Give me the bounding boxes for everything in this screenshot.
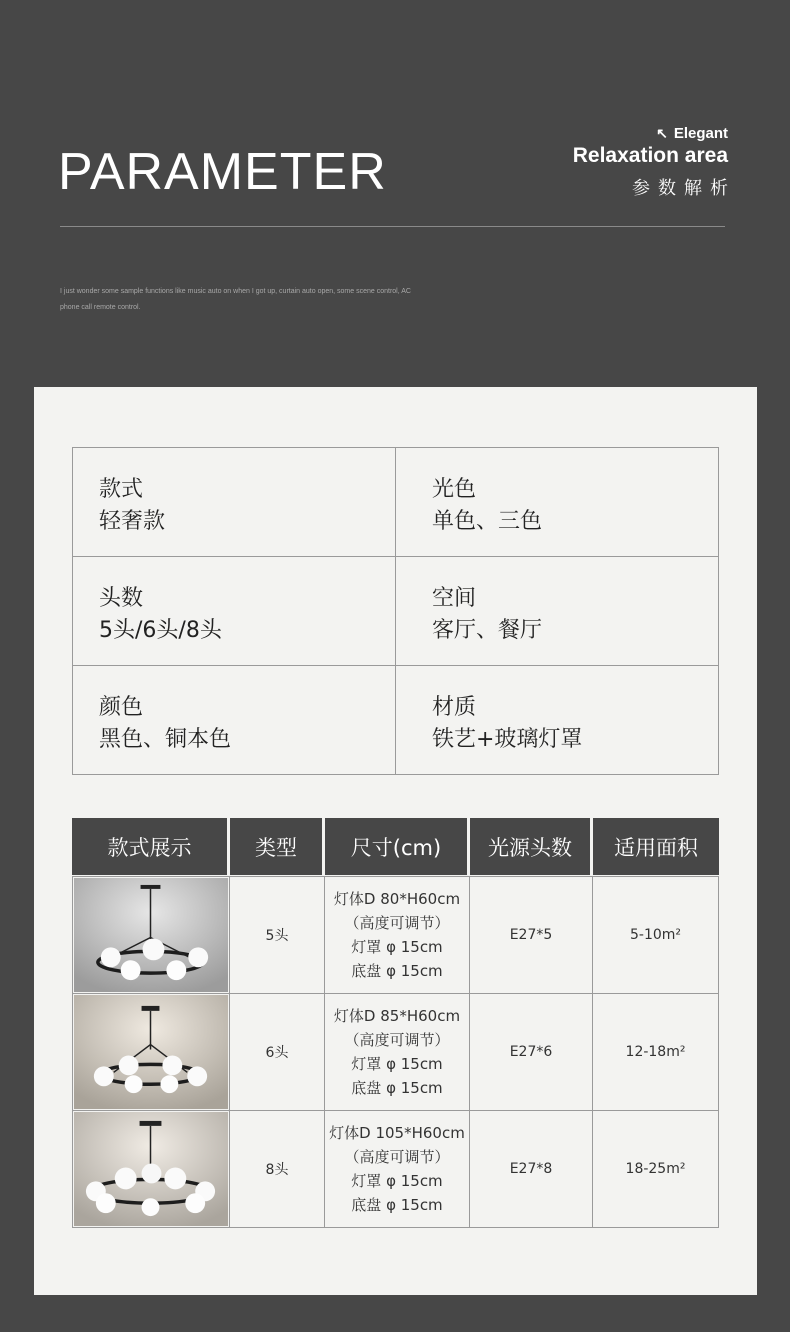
header-divider bbox=[60, 226, 725, 227]
column-header-display: 款式展示 bbox=[72, 818, 227, 875]
area-cell: 18-25m² bbox=[625, 1161, 686, 1177]
dim-line: （高度可调节） bbox=[344, 1031, 450, 1049]
size-cell bbox=[325, 1111, 470, 1227]
header-tagline bbox=[572, 125, 736, 200]
spec-cell-heads bbox=[73, 557, 396, 666]
type-cell: 8头 bbox=[230, 1111, 325, 1227]
spec-label: 空间 bbox=[432, 586, 477, 611]
dim-line: （高度可调节） bbox=[344, 914, 450, 932]
spec-grid bbox=[72, 447, 719, 775]
arrow-up-left-icon: ↖ bbox=[656, 125, 668, 141]
dim-line: 灯罩 φ 15cm bbox=[351, 1055, 443, 1073]
header-note: I just wonder some sample functions like music auto on when I got up, curtain auto open, some scene control, AC phone call remote control. bbox=[60, 288, 411, 311]
dim-line: 底盘 φ 15cm bbox=[351, 1196, 443, 1214]
area-cell: 12-18m² bbox=[625, 1044, 686, 1060]
relaxation-text: Relaxation area bbox=[572, 144, 728, 167]
spec-value: 轻奢款 bbox=[99, 509, 166, 534]
spec-value: 5头/6头/8头 bbox=[99, 618, 222, 643]
spec-cell-space bbox=[396, 557, 719, 666]
dim-line: 灯体D 80*H60cm bbox=[333, 890, 461, 908]
elegant-text: Elegant bbox=[673, 125, 728, 142]
column-header-type: 类型 bbox=[230, 818, 322, 875]
spec-value: 客厅、餐厅 bbox=[432, 618, 543, 643]
dim-line: 底盘 φ 15cm bbox=[351, 1079, 443, 1097]
size-cell bbox=[325, 994, 470, 1110]
spec-cell-style bbox=[73, 448, 396, 557]
table-row bbox=[73, 877, 718, 994]
source-cell: E27*8 bbox=[470, 1111, 593, 1227]
size-cell bbox=[325, 877, 470, 993]
chandelier-5-head-image bbox=[74, 878, 228, 992]
table-header-row bbox=[72, 818, 719, 875]
chandelier-6-head-image bbox=[74, 995, 228, 1109]
type-cell: 6头 bbox=[230, 994, 325, 1110]
source-cell: E27*5 bbox=[470, 877, 593, 993]
product-image-6-head bbox=[73, 994, 230, 1110]
spec-label: 光色 bbox=[432, 477, 477, 502]
table-row bbox=[73, 994, 718, 1111]
spec-cell-color bbox=[73, 666, 396, 774]
spec-label: 材质 bbox=[432, 695, 477, 720]
spec-value: 单色、三色 bbox=[432, 509, 543, 534]
table-row bbox=[73, 1111, 718, 1228]
product-image-5-head bbox=[73, 877, 230, 993]
spec-label: 颜色 bbox=[99, 695, 144, 720]
spec-cell-material bbox=[396, 666, 719, 774]
dim-line: 底盘 φ 15cm bbox=[351, 962, 443, 980]
dim-line: 灯体D 105*H60cm bbox=[329, 1124, 465, 1142]
dim-line: 灯体D 85*H60cm bbox=[333, 1007, 461, 1025]
dim-line: 灯罩 φ 15cm bbox=[351, 938, 443, 956]
column-header-size: 尺寸(cm) bbox=[325, 818, 467, 875]
dim-line: 灯罩 φ 15cm bbox=[351, 1172, 443, 1190]
source-cell: E27*6 bbox=[470, 994, 593, 1110]
dim-line: （高度可调节） bbox=[344, 1148, 450, 1166]
column-header-area: 适用面积 bbox=[593, 818, 719, 875]
area-cell: 5-10m² bbox=[629, 927, 682, 943]
spec-label: 款式 bbox=[99, 477, 144, 502]
column-header-source: 光源头数 bbox=[470, 818, 590, 875]
spec-label: 头数 bbox=[99, 586, 144, 611]
content-panel bbox=[34, 387, 757, 1295]
spec-cell-light-color bbox=[396, 448, 719, 557]
type-cell: 5头 bbox=[230, 877, 325, 993]
table-body bbox=[72, 876, 719, 1228]
chandelier-8-head-image bbox=[74, 1112, 228, 1226]
subtitle-cn: 参数解析 bbox=[632, 178, 736, 199]
page-title: PARAMETER bbox=[58, 143, 387, 201]
product-table bbox=[72, 818, 719, 1228]
spec-value: 铁艺+玻璃灯罩 bbox=[432, 727, 583, 752]
product-image-8-head bbox=[73, 1111, 230, 1227]
spec-value: 黑色、铜本色 bbox=[99, 727, 232, 752]
